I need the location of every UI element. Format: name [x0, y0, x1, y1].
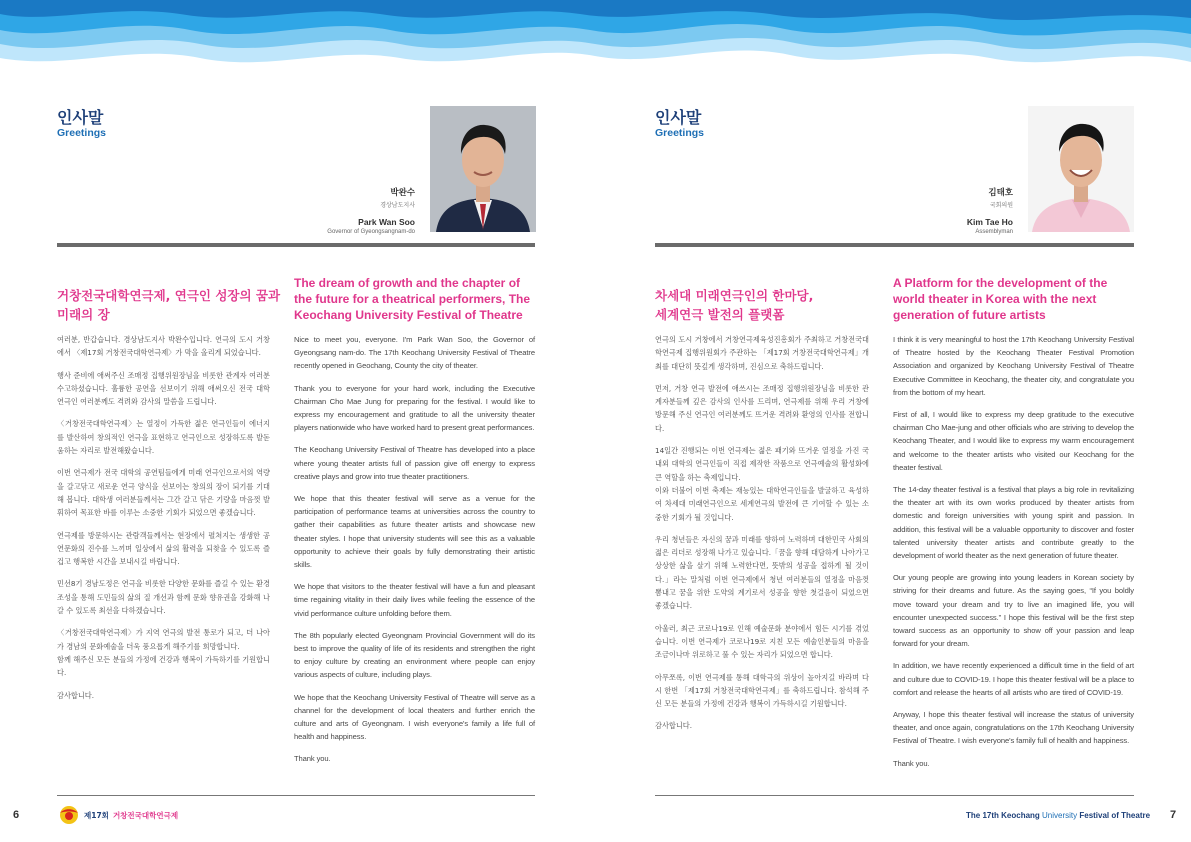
paragraph: The 14-day theater festival is a festival that plays a big role in revitalizing the theater art with its own works produced by theater artists from domestic and foreign universities with young spirit and passion. In addition, this festival will be a valuable opportunity to discover and foster talented university theater artists and contribute greatly to the development of world theater as the next generation of future theater. [893, 485, 1134, 561]
speaker-caption [863, 186, 1013, 235]
speaker-role-english: Assemblyman [975, 229, 1013, 235]
paragraph: We hope that visitors to the theater festival will have a fun and pleasant time regaining vitality in their daily lives while feeling the essence of the vivid performance culture unfolding before them. [294, 582, 535, 618]
paragraph: Anyway, I hope this theater festival will increase the status of university theater, and once again, congratulations on the 17th Keochang University Festival of Theatre. I wish everyone's family full of health and happiness. [893, 710, 1134, 746]
paragraph: 이번 연극제가 전국 대학의 공연팀들에게 미래 연극인으로서의 역량을 갈고닦고 새로운 연극 양식을 선보이는 창의의 장이 되기를 기대해 봅니다. 대학생 여러분들께서는 그간 갈고 닦은 기량을 마음껏 발휘하여 목표한 바를 이루는 소중한 기회가 되었으면 좋겠습니다. [57, 468, 270, 518]
left-page [0, 0, 595, 842]
footer-edition: The 17th [966, 811, 1002, 820]
page-heading-english: Greetings [57, 127, 107, 139]
paragraph: 여러분, 반갑습니다. 경상남도지사 박완수입니다. 연극의 도시 거창에서 〈제17회 거창전국대학연극제〉가 막을 올리게 되었습니다. [57, 335, 270, 358]
subtitle-korean: 거창전국대학연극제, 연극인 성장의 꿈과 미래의 장 [57, 288, 281, 322]
paragraph: 연극제를 방문하시는 관람객들께서는 현장에서 펼쳐지는 생생한 공연문화의 진수를 느끼며 일상에서 삶의 활력을 되찾을 수 있도록 즐겁고 행복한 시간을 보내시길 바랍니다. [57, 530, 270, 567]
paragraph: I think it is very meaningful to host the 17th Keochang University Festival of Theatre hosted by the Keochang Theater Festival Promotion Association and organized by Keochang University Festival of Theatre Executive Committee in Keochang, the theater city, and congratulate you from the bottom of my heart. [893, 335, 1134, 397]
paragraph: 먼저, 거창 연극 발전에 애쓰시는 조매정 집행위원장님을 비롯한 관계자분들께 깊은 감사의 인사를 드리며, 연극제를 위해 우리 거창에 방문해 주신 연극인 여러분께도 뜨거운 격려와 환영의 인사를 전합니다. [655, 383, 869, 433]
speaker-portrait [430, 106, 536, 232]
paragraph: First of all, I would like to express my deep gratitude to the executive chairman Cho Mae-jung and other officials who are striving to develop the Keochang Theater, and I would like to express my warm encouragement and welcome to the theater artists who visited our Keochang for the theater festival. [893, 410, 1134, 472]
paragraph: 아울러, 최근 코로나19로 인해 예술문화 분야에서 힘든 시기를 겪었습니다. 이번 연극제가 코로나19로 지친 모든 예술인분들의 마음을 조금이나마 위로하고 풀 수 있는 자리가 되었으면 합니다. [655, 623, 869, 660]
subtitle-english: A Platform for the development of the world theater in Korea with the next generation of future artists [893, 276, 1108, 322]
footer-city: Keochang [1001, 811, 1040, 820]
paragraph: Thank you. [294, 754, 331, 764]
festival-footer [966, 811, 1150, 820]
paragraph: We hope that the Keochang University Festival of Theatre will serve as a channel for the development of local theaters and further enrich the culture and arts of Gyeongnam. I wish everyone's family a life full of health and happiness. [294, 692, 535, 742]
body-english [294, 333, 535, 775]
page-heading-korean: 인사말 [57, 108, 104, 127]
paragraph: 감사합니다. [57, 690, 95, 700]
header-divider [57, 243, 535, 247]
speaker-portrait [1028, 106, 1134, 232]
footer-festival: Festival of Theatre [1079, 811, 1151, 820]
festival-emblem-icon [58, 804, 80, 826]
festival-footer [58, 804, 178, 826]
speaker-role-korean: 경상남도지사 [380, 202, 415, 209]
paragraph: The Keochang University Festival of Theatre has developed into a place where young theater artists full of passion give off energy to express creative plays and grow into true theater practitioners. [294, 445, 535, 481]
paragraph: 〈거창전국대학연극제〉는 열정이 가득한 젊은 연극인들이 에너지를 발산하여 창의적인 연극을 표현하고 연극인으로 성장하도록 발돋움하는 자리로 발전해왔습니다. [57, 419, 270, 456]
paragraph: 연극의 도시 거창에서 거창연극제육성진흥회가 주최하고 거창전국대학연극제 집행위원회가 주관하는 「제17회 거창전국대학연극제」개최를 대단히 뜻깊게 생각하며, 진심으로 축하드립니다. [655, 335, 869, 371]
paragraph: Thank you to everyone for your hard work, including the Executive Chairman Cho Mae Jung for preparing for the festival. I would like to express my encouragement and gratitude to all the university theater players nationwide who have worked hard to present great performances. [294, 383, 535, 433]
speaker-name-english: Kim Tae Ho [966, 217, 1013, 227]
paragraph: Our young people are growing into young leaders in Korean society by striving for their dreams and future. As the saying goes, “If you boldly move toward your dream and try to live an imagined life, you will encounter unexpected success.” I hope this festival will be the first step toward success as an opportunity to show off your passion and leap forward for your dream. [893, 573, 1134, 649]
paragraph: 민선8기 경남도정은 연극을 비롯한 다양한 문화를 즐길 수 있는 환경 조성을 통해 도민들의 삶의 질 개선과 함께 문화 향유권을 강화해 나갈 수 있도록 최선을 다하겠습니다. [57, 579, 270, 616]
paragraph: 감사합니다. [655, 721, 693, 731]
paragraph: Nice to meet you, everyone. I'm Park Wan Soo, the Governor of Gyeongsang nam-do. The 17th Keochang University Festival of Theatre recently opened in Geochang, County the city of theater. [294, 335, 535, 371]
paragraph: The 8th popularly elected Gyeongnam Provincial Government will do its best to improve the quality of life of its residents and strengthen the right to enjoy culture by creating an environment where people can enjoy various aspects of culture, including plays. [294, 630, 535, 680]
header-divider [655, 243, 1134, 247]
speaker-caption [265, 186, 415, 235]
footer-festival-name: 거창전국대학연극제 [112, 810, 179, 820]
page-number: 6 [13, 809, 20, 821]
speaker-name-korean: 김태호 [988, 188, 1013, 198]
paragraph: Thank you. [893, 758, 930, 768]
speaker-name-english: Park Wan Soo [358, 217, 415, 227]
body-english [893, 333, 1134, 779]
body-korean [655, 333, 869, 742]
speaker-role-english: Governor of Gyeongsangnam-do [327, 229, 415, 235]
footer-university: University [1039, 811, 1080, 820]
footer-divider [57, 795, 535, 796]
footer-divider [655, 795, 1134, 796]
footer-edition: 제17회 [84, 810, 109, 820]
page-number: 7 [1170, 809, 1177, 821]
page-heading-korean: 인사말 [655, 108, 702, 127]
body-korean [57, 333, 270, 711]
right-page [596, 0, 1191, 842]
paragraph: 〈거창전국대학연극제〉가 지역 연극의 발전 통로가 되고, 더 나아가 경남의 문화예술을 더욱 풍요롭게 해주기를 희망합니다. 함께 해주신 모든 분들의 가정에 건강과 행복이 가득하기를 기원합니다. [57, 628, 270, 678]
paragraph: 행사 준비에 애써주신 조매정 집행위원장님을 비롯한 관계자 여러분 수고하셨습니다. 훌륭한 공연을 선보이기 위해 애써오신 전국 대학 연극인 여러분께도 격려와 감사의 말씀을 드립니다. [57, 370, 270, 407]
paragraph: We hope that this theater festival will serve as a venue for the participation of performance teams at universities across the country to gather their capabilities as future theater artists and showcase new theater styles. I hope that university students will see this as a valuable opportunity to achieve their goals by fully demonstrating their artistic skills. [294, 494, 535, 570]
paragraph: 14일간 진행되는 이번 연극제는 젊은 패기와 뜨거운 열정을 가진 국내외 대학의 연극인들이 직접 제작한 작품으로 연극예술의 활성화에 큰 역할을 하는 축제입니다. 이와 더불어 이번 축제는 재능있는 대학연극인들을 발굴하고 육성하여 차세대 미래연극인으로 세계연극의 발전에 큰 기여할 수 있는 소중한 기회가 될 것입니다. [655, 446, 869, 522]
page-heading-english: Greetings [655, 127, 705, 139]
paragraph: In addition, we have recently experienced a difficult time in the field of art and culture due to COVID-19. I hope this theater festival will be a place to comfort and release the hearts of all artists who are tired of COVID-19. [893, 661, 1134, 697]
subtitle-english: The dream of growth and the chapter of the future for a theatrical performers, The Keochang University Festival of Theatre [294, 276, 531, 322]
speaker-role-korean: 국회의원 [989, 202, 1013, 209]
paragraph: 아무쪼록, 이번 연극제를 통해 대학극의 위상이 높아지길 바라며 다시 한번 「제17회 거창전국대학연극제」를 축하드립니다. 참석해 주신 모든 분들의 가정에 건강과 행복이 가득하시길 기원합니다. [655, 672, 869, 709]
paragraph: 우리 청년들은 자신의 꿈과 미래를 향하여 노력하며 대한민국 사회의 젊은 리더로 성장해 나가고 있습니다.「꿈을 향해 대담하게 나아가고 상상한 삶을 살기 위해 노력한다면, 뜻밖의 성공을 접하게 될 것이다.」라는 말처럼 이번 연극제에서 청년 여러분들의 열정을 마음껏 뽐내고 꿈을 위한 도약의 계기로서 성공을 향한 첫걸음이 되었으면 좋겠습니다. [655, 534, 869, 611]
speaker-name-korean: 박완수 [390, 188, 415, 198]
subtitle-korean: 차세대 미래연극인의 한마당, 세계연극 발전의 플랫폼 [655, 288, 814, 322]
